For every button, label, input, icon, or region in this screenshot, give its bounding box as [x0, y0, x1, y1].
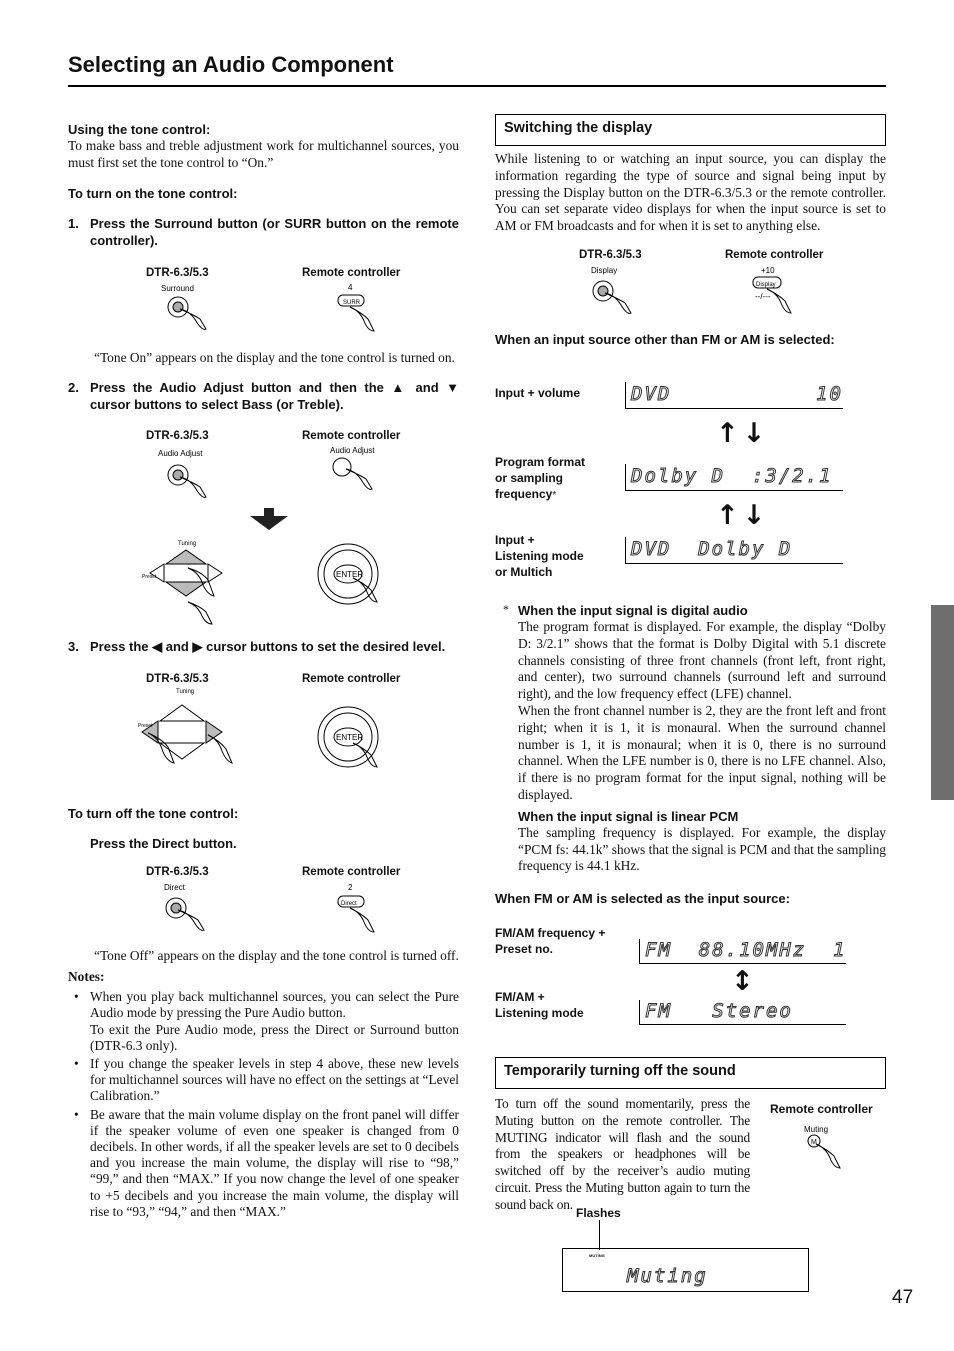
svg-text:ENTER: ENTER: [336, 570, 364, 580]
switching-heading: Switching the display: [495, 114, 886, 146]
label-fm-mode: FM/AM + Listening mode: [495, 990, 584, 1020]
figure-labels-display: DTR-6.3/5.3 Remote controller: [579, 248, 824, 261]
fmam-heading: When FM or AM is selected as the input source:: [495, 891, 790, 906]
svg-text:Muting: Muting: [804, 1125, 829, 1134]
muting-heading: Temporarily turning off the sound: [495, 1057, 886, 1089]
digital-note: [518, 602, 886, 875]
lcd-muting: MUTING Muting: [562, 1248, 809, 1292]
audio-adjust-illustration: [68, 442, 459, 630]
switching-text: While listening to or watching an input source, you can display the information regarding the type of source and signal being input by pressing the Display button on the DTR-6.3/5.3 or the remote controller. You can set separate video displays for when the input source is set to AM or FM broadcasts and for when it is set to anything else.: [495, 151, 886, 234]
note-item: • If you change the speaker levels in step 4 above, these new levels for multichannel sources will have no effect on the settings at “Level Calibration.”: [74, 1056, 459, 1104]
using-tone-heading: Using the tone control:: [68, 122, 211, 137]
note-item: • When you play back multichannel sources, you can select the Pure Audio mode by pressing the Pure Audio button. To exit the Pure Audio mode, press the Direct or Surround button (DTR-6.3 only).: [74, 989, 459, 1053]
step-1-number: 1.: [68, 215, 79, 231]
svg-text:Tuning: Tuning: [176, 689, 195, 696]
other-source-heading: When an input source other than FM or AM is selected:: [495, 331, 835, 347]
step-2: 2. Press the Audio Adjust button and then the ▲ and ▼ cursor buttons to select Bass (or Treble).: [68, 380, 459, 413]
step-1-text: Press the Surround button (or SURR button on the remote controller).: [90, 215, 459, 248]
flashes-pointer: [599, 1220, 600, 1250]
svg-text:Audio Adjust: Audio Adjust: [330, 446, 375, 456]
label-input-mode: Input + Listening mode or Multich: [495, 533, 584, 579]
remote-label: Remote controller: [302, 266, 401, 279]
right-column: [495, 114, 886, 348]
pcm-heading: When the input signal is linear PCM: [518, 808, 739, 824]
direct-press-illustration: [68, 878, 459, 940]
left-column: [68, 120, 459, 1222]
hand-icon: [350, 307, 374, 331]
note-item: • Be aware that the main volume display on the front panel will differ if the speaker volume of even one speaker is changed from 0 decibels. In other words, if all the speaker levels are set to 0 decibels and you increase the main volume, the display will rise to “98,” “99,” and then “MAX.” If you now change the level of one speaker to +5 decibels and you increase the main volume, the display will rise to “93,” “94,” and then “MAX.”: [74, 1106, 459, 1219]
svg-text:--/---: --/---: [755, 291, 771, 301]
svg-text:Preset: Preset: [142, 574, 157, 581]
footnote-asterisk: *: [503, 602, 509, 616]
figure-labels-3: DTR-6.3/5.3 Remote controller: [146, 673, 401, 686]
pcm-text: The sampling frequency is displayed. For example, the display “PCM fs: 44.1k” shows that the signal is PCM and that the sampling frequency is 44.1 kHz.: [518, 824, 886, 874]
lcd-fm-mode: FM Stereo: [639, 1000, 846, 1025]
figure-direct: [68, 878, 459, 940]
surround-button-label: Surround: [161, 283, 194, 293]
svg-text:Audio Adjust: Audio Adjust: [158, 449, 203, 459]
muting-press-illustration: [796, 1122, 856, 1174]
cursor-down-icon: [166, 582, 206, 596]
digital-text-1: The program format is displayed. For example, the display “Dolby D: 3/2.1” shows that the format is Dolby Digital with 5.1 discrete channels consisting of three front channels (front left, front right, and center), two surround channels (surround left and surround right), and the low frequency effect (LFE) channel.: [518, 619, 886, 702]
cursor-lr-illustration: [68, 685, 459, 790]
svg-text:Direct: Direct: [164, 883, 185, 893]
surround-press-illustration: [68, 279, 459, 337]
svg-text:Tuning: Tuning: [178, 541, 197, 548]
flashes-label: Flashes: [576, 1206, 621, 1220]
svg-text:M: M: [811, 1139, 817, 1146]
muting-text: To turn off the sound momentarily, press the Muting button on the remote controller. The MUTING indicator will flash and the sound from the speakers or headphones will be switched off by the receiver’s audio muting circuit. Press the Muting button again to turn the sound back on.: [495, 1096, 750, 1212]
figure-labels-4: DTR-6.3/5.3 Remote controller: [146, 866, 401, 879]
display-press-illustration: [495, 261, 886, 323]
figure-surround: [68, 279, 459, 337]
figure-audio-adjust: [68, 442, 459, 630]
svg-text:ENTER: ENTER: [336, 733, 364, 743]
svg-text:SURR: SURR: [343, 299, 361, 306]
svg-text:Display: Display: [756, 281, 776, 288]
hand-icon: [180, 309, 206, 329]
figure-labels-2: DTR-6.3/5.3 Remote controller: [146, 430, 401, 443]
cursor-right-icon: [206, 721, 222, 743]
svg-text:4: 4: [348, 282, 353, 292]
page-title: Selecting an Audio Component: [68, 52, 394, 77]
side-tab-marker: [931, 605, 954, 800]
lcd-program-format: Dolby D :3/2.1: [625, 464, 843, 491]
svg-text:Preset: Preset: [138, 723, 153, 730]
step-3: 3. Press the ◀ and ▶ cursor buttons to set the desired level.: [68, 639, 446, 655]
tone-off-text: “Tone Off” appears on the display and the tone control is turned off.: [94, 948, 459, 964]
arrows-up-down-icon: ↑↓: [716, 500, 770, 531]
digital-heading: When the input signal is digital audio: [518, 603, 748, 618]
svg-text:Direct: Direct: [341, 901, 357, 908]
lcd-input-volume: DVD 10: [625, 382, 843, 409]
digital-text-2: When the front channel number is 2, they are the front left and front right; when it is 1, it is monaural. When the surround channel number is 1, it is monaural; when it is 0, there is no surround channel. When the LFE number is 0, there is no LFE channel. Also, if there is no program format for the input signal, nothing will be displayed.: [518, 702, 886, 802]
title-divider: [68, 85, 886, 87]
using-tone-text: To make bass and treble adjustment work for multichannel sources, you must first set the tone control to “On.”: [68, 138, 459, 170]
notes-heading: Notes:: [68, 969, 105, 985]
lcd-input-mode: DVD Dolby D: [625, 537, 843, 564]
label-fm-frequency: FM/AM frequency + Preset no.: [495, 926, 606, 956]
muting-remote-label: Remote controller: [770, 1102, 873, 1116]
notes-list: [68, 989, 459, 1220]
unit-label: DTR-6.3/5.3: [146, 266, 209, 279]
direct-instruction: Press the Direct button.: [90, 836, 237, 852]
turn-off-heading: To turn off the tone control:: [68, 806, 239, 822]
hand-icon: [816, 1144, 840, 1168]
arrow-updown-icon: ↕: [731, 966, 758, 997]
arrow-down-icon: [250, 508, 288, 530]
muting-indicator: MUTING: [589, 1253, 605, 1258]
svg-text:Display: Display: [591, 265, 618, 275]
audio-adjust-remote-button-icon: [333, 458, 351, 476]
figure-display: [495, 261, 886, 323]
tone-on-text: “Tone On” appears on the display and the tone control is turned on.: [94, 349, 455, 365]
figure-cursor-lr: [68, 685, 459, 790]
svg-text:2: 2: [348, 883, 353, 893]
page-number: 47: [892, 1287, 914, 1308]
label-program-format: Program format or sampling frequency*: [495, 455, 586, 501]
arrows-up-down-icon: ↑↓: [716, 418, 770, 449]
step-1: [68, 215, 459, 249]
svg-text:+10: +10: [761, 265, 775, 275]
cursor-up-icon: [166, 550, 206, 564]
turn-on-heading: To turn on the tone control:: [68, 185, 238, 201]
figure-labels-1: [68, 267, 459, 279]
label-input-volume: Input + volume: [495, 386, 581, 400]
lcd-fm-frequency: FM 88.10MHz 1: [639, 939, 846, 964]
